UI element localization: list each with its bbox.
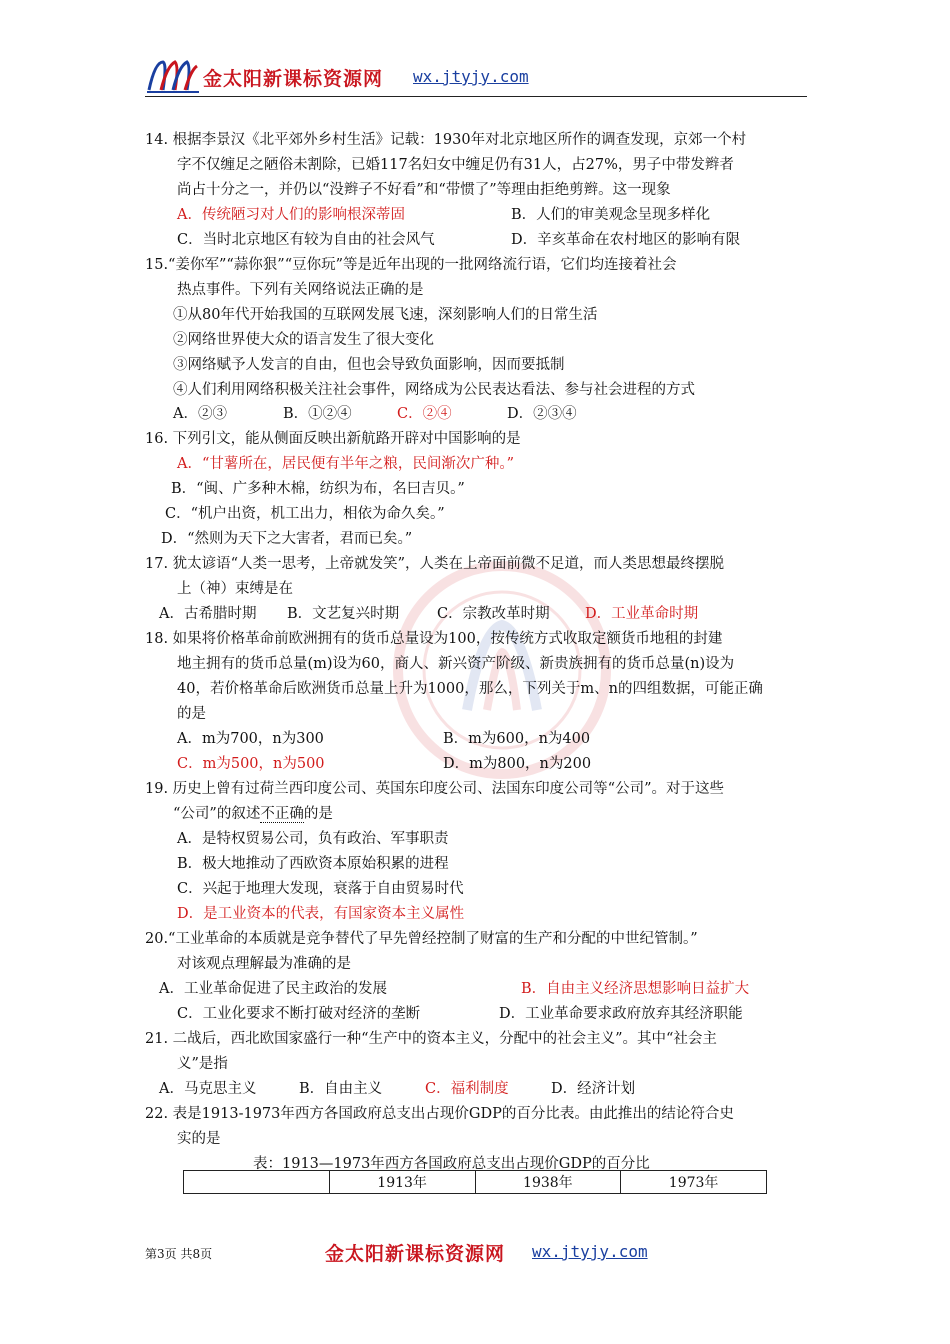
header-brand: 金太阳新课标资源网 — [203, 68, 384, 90]
page-header — [145, 56, 805, 98]
text-line: C．兴起于地理大发现，衰落于自由贸易时代 — [177, 881, 464, 897]
text-line: ④人们利用网络积极关注社会事件，网络成为公民表达看法、参与社会进程的方式 — [173, 382, 695, 398]
text-line: “公司”的叙述不正确的是 — [173, 806, 333, 822]
text-line: B．极大地推动了西欧资本原始积累的进程 — [177, 856, 449, 872]
text-line: B．自由主义 — [299, 1081, 383, 1097]
text-line: B．自由主义经济思想影响日益扩大 — [521, 981, 750, 997]
header-divider — [145, 96, 807, 97]
text-line: B．“闽、广多种木棉，纺织为布，名曰吉贝。” — [171, 481, 465, 497]
text-line: 18. 如果将价格革命前欧洲拥有的货币总量设为100，按传统方式收取定额货币地租的封建 — [145, 631, 723, 647]
table-header-cell: 1913年 — [329, 1171, 475, 1194]
table-header-cell: 1938年 — [475, 1171, 621, 1194]
text-line: 17. 犹太谚语“人类一思考，上帝就发笑”，人类在上帝面前微不足道，而人类思想最终摆脱 — [145, 556, 724, 572]
text-line: D．工业革命时期 — [585, 606, 699, 622]
table-header-row — [184, 1171, 767, 1194]
text-line: A．传统陋习对人们的影响根深蒂固 — [177, 207, 405, 223]
text-line: ②网络世界使大众的语言发生了很大变化 — [173, 332, 434, 348]
table-header-cell — [184, 1171, 330, 1194]
text-line: A．m为700，n为300 — [177, 731, 324, 747]
text-line: C．当时北京地区有较为自由的社会风气 — [177, 232, 435, 248]
text-line: 21. 二战后，西北欧国家盛行一种“生产中的资本主义，分配中的社会主义”。其中“社会主 — [145, 1031, 717, 1047]
footer-brand: 金太阳新课标资源网 — [325, 1243, 506, 1265]
text-line: ①从80年代开始我国的互联网发展飞速，深刻影响人们的日常生活 — [173, 307, 598, 323]
text-line: 22. 表是1913-1973年西方各国政府总支出占现价GDP的百分比表。由此推出的结论符合史 — [145, 1106, 734, 1122]
text-line: B．文艺复兴时期 — [287, 606, 400, 622]
text-line: C．m为500，n为500 — [177, 756, 325, 772]
footer-site-link[interactable]: wx.jtyjy.com — [532, 1242, 648, 1261]
text-line: C．宗教改革时期 — [437, 606, 550, 622]
jintaiyang-logo-icon — [145, 56, 201, 98]
page-number: 第3页 共8页 — [145, 1247, 213, 1261]
text-line: B．①②④ — [283, 406, 352, 422]
text-line: D．辛亥革命在农村地区的影响有限 — [511, 232, 741, 248]
text-line: 16. 下列引文，能从侧面反映出新航路开辟对中国影响的是 — [145, 431, 521, 447]
text-line: B．人们的审美观念呈现多样化 — [511, 207, 711, 223]
text-line: 字不仅缠足之陋俗未割除，已婚117名妇女中缠足仍有31人，占27%，男子中带发辫者 — [177, 157, 734, 173]
text-line: A．②③ — [173, 406, 227, 422]
header-site-link[interactable]: wx.jtyjy.com — [413, 67, 529, 86]
text-line: 地主拥有的货币总量(m)设为60，商人、新兴资产阶级、新贵族拥有的货币总量(n)设为 — [177, 656, 735, 672]
text-line: A．是特权贸易公司，负有政治、军事职责 — [177, 831, 449, 847]
text-line: D．经济计划 — [551, 1081, 636, 1097]
text-line: 实的是 — [177, 1131, 221, 1147]
text-line: B．m为600，n为400 — [443, 731, 591, 747]
table-header-cell: 1973年 — [621, 1171, 767, 1194]
text-line: 义”是指 — [177, 1056, 228, 1072]
text-line: C．“机户出资，机工出力，相依为命久矣。” — [165, 506, 445, 522]
text-line: A．工业革命促进了民主政治的发展 — [159, 981, 387, 997]
text-line: 对该观点理解最为准确的是 — [177, 956, 351, 972]
text-line: 上（神）束缚是在 — [177, 581, 293, 597]
text-line: D．“然则为天下之大害者，君而已矣。” — [161, 531, 413, 547]
text-line: D．②③④ — [507, 406, 577, 422]
text-line: 的是 — [177, 706, 206, 722]
text-line: D．m为800，n为200 — [443, 756, 592, 772]
text-line: 40，若价格革命后欧洲货币总量上升为1000，那么，下列关于m、n的四组数据，可能正确 — [177, 681, 763, 697]
text-line: D．工业革命要求政府放弃其经济职能 — [499, 1006, 743, 1022]
text-line: 19. 历史上曾有过荷兰西印度公司、英国东印度公司、法国东印度公司等“公司”。对于这些 — [145, 781, 724, 797]
text-line: 热点事件。下列有关网络说法正确的是 — [177, 282, 424, 298]
text-line: ③网络赋予人发言的自由，但也会导致负面影响，因而要抵制 — [173, 357, 565, 373]
text-line: 20.“工业革命的本质就是竞争替代了早先曾经控制了财富的生产和分配的中世纪管制。” — [145, 931, 698, 947]
text-line: A．“甘薯所在，居民便有半年之粮，民间渐次广种。” — [177, 456, 515, 472]
text-line: C．②④ — [397, 406, 452, 422]
text-line: C．工业化要求不断打破对经济的垄断 — [177, 1006, 421, 1022]
text-line: 表：1913—1973年西方各国政府总支出占现价GDP的百分比 — [253, 1156, 650, 1172]
text-line: D．是工业资本的代表，有国家资本主义属性 — [177, 906, 465, 922]
text-line: A．马克思主义 — [159, 1081, 257, 1097]
gdp-table — [183, 1170, 767, 1194]
text-line: A．古希腊时期 — [159, 606, 257, 622]
text-line: 14. 根据李景汉《北平郊外乡村生活》记载：1930年对北京地区所作的调查发现，京郊一个村 — [145, 132, 747, 148]
text-line: C．福利制度 — [425, 1081, 509, 1097]
text-line: 尚占十分之一，并仍以“没辫子不好看”和“带惯了”等理由拒绝剪辫。这一现象 — [177, 182, 671, 198]
text-line: 15.“姜你军”“蒜你狠”“豆你玩”等是近年出现的一批网络流行语，它们均连接着社会 — [145, 257, 677, 273]
